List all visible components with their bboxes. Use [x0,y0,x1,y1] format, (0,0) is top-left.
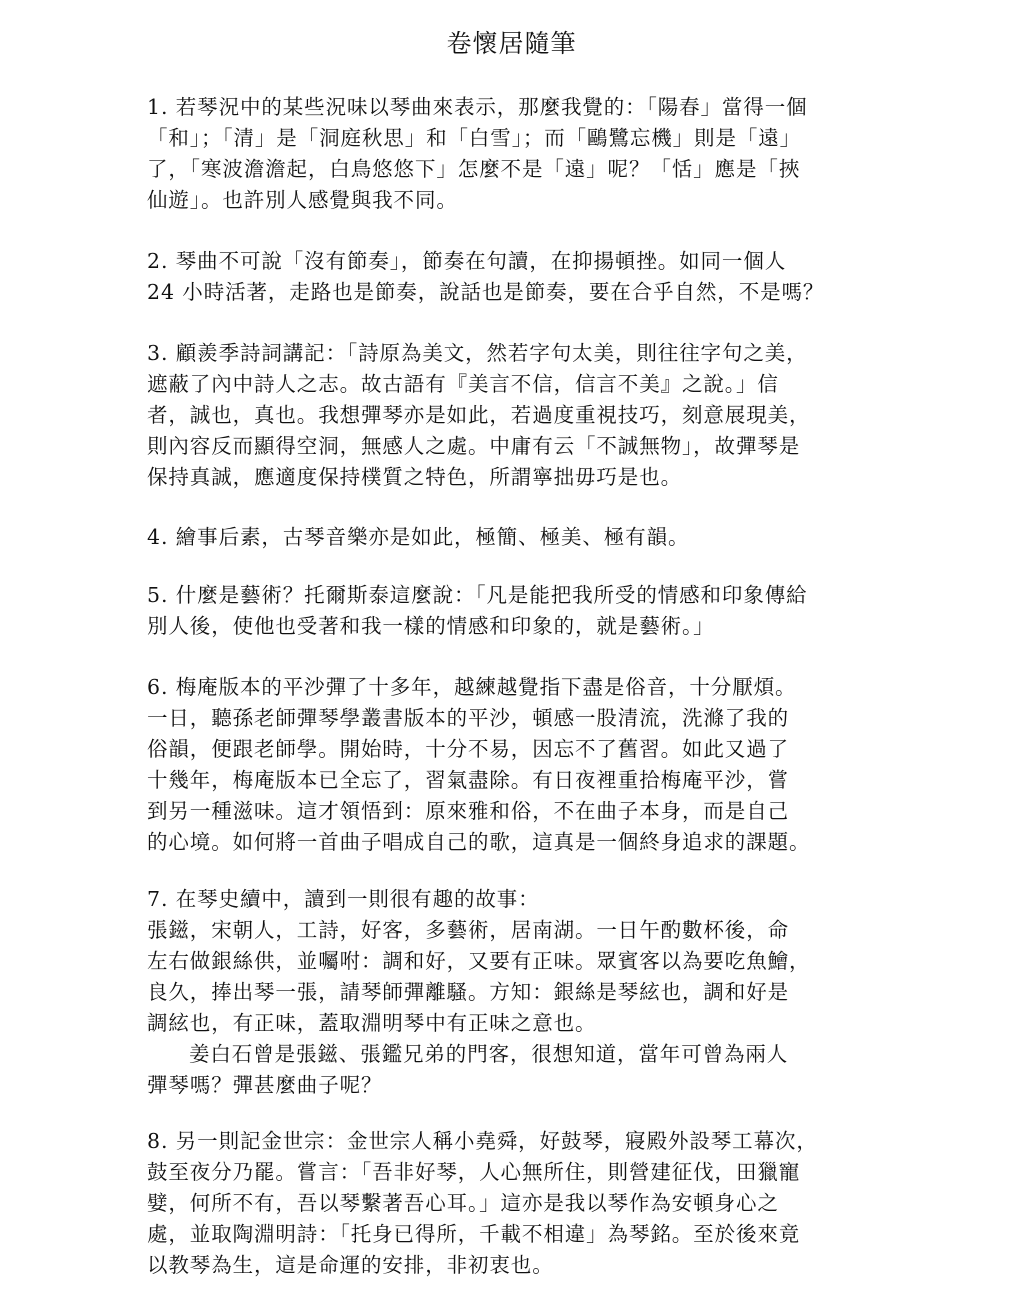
paragraph-1 [147,92,887,216]
text-line: 6. 梅庵版本的平沙彈了十多年，越練越覺指下盡是俗音，十分厭煩。 [147,675,797,699]
text-line: 5. 什麼是藝術？托爾斯泰這麼說：「凡是能把我所受的情感和印象傳給 [147,583,808,607]
paragraph-7 [147,884,887,1101]
text-line: 7. 在琴史續中，讀到一則很有趣的故事： [147,887,540,911]
document-title: 卷懷居隨筆 [446,29,577,58]
paragraph-3 [147,338,887,493]
paragraph-6 [147,672,887,858]
text-line: 十幾年，梅庵版本已全忘了，習氣盡除。有日夜裡重拾梅庵平沙，嘗 [147,768,789,792]
text-line: 3. 顧羨季詩詞講記：「詩原為美文，然若字句太美，則往往字句之美， [147,341,808,365]
text-line: 的心境。如何將一首曲子唱成自己的歌，這真是一個終身追求的課題。 [147,830,811,854]
text-line: 鼓至夜分乃罷。嘗言：「吾非好琴，人心無所住，則營建征伐，田獵寵 [147,1160,801,1184]
text-line: 者，誠也，真也。我想彈琴亦是如此，若過度重視技巧，刻意展現美， [147,403,811,427]
text-line: 彈琴嗎？彈甚麼曲子呢？ [147,1073,383,1097]
text-line: 張鎡，宋朝人，工詩，好客，多藝術，居南湖。一日午酌數杯後，命 [147,918,789,942]
text-line: 保持真誠，應適度保持樸質之特色，所謂寧拙毋巧是也。 [147,465,682,489]
paragraph-2 [147,246,887,308]
text-line: 則內容反而顯得空洞，無感人之處。中庸有云「不誠無物」，故彈琴是 [147,434,801,458]
text-line: 姜白石曾是張鎡、張鑑兄弟的門客，很想知道，當年可曾為兩人 [189,1042,789,1066]
text-line: 處，並取陶淵明詩：「托身已得所，千載不相違」為琴銘。至於後來竟 [147,1222,801,1246]
text-line: 左右做銀絲供，並囑咐：調和好，又要有正味。眾賓客以為要吃魚鱠， [147,949,811,973]
text-line: 「和」；「清」是「洞庭秋思」和「白雪」；而「鷗鷺忘機」則是「遠」 [147,126,802,150]
text-line: 8. 另一則記金世宗：金世宗人稱小堯舜，好鼓琴，寢殿外設琴工幕次， [147,1129,818,1153]
text-line: 24 小時活著，走路也是節奏，說話也是節奏，要在合乎自然，不是嗎？ [147,280,825,304]
text-line: 遮蔽了內中詩人之志。故古語有『美言不信，信言不美』之說。」信 [147,372,779,396]
text-line: 以教琴為生，這是命運的安排，非初衷也。 [147,1253,554,1277]
text-line: 嬖，何所不有，吾以琴繫著吾心耳。」這亦是我以琴作為安頓身心之 [147,1191,779,1215]
paragraph-5 [147,580,887,642]
text-line: 4. 繪事后素，古琴音樂亦是如此，極簡、極美、極有韻。 [147,525,690,549]
paragraph-4 [147,522,887,553]
text-line: 一日，聽孫老師彈琴學叢書版本的平沙，頓感一股清流，洗滌了我的 [147,706,789,730]
text-line: 仙遊」。也許別人感覺與我不同。 [147,188,458,212]
text-line: 2. 琴曲不可說「沒有節奏」，節奏在句讀，在抑揚頓挫。如同一個人 [147,249,787,273]
text-line: 到另一種滋味。這才領悟到：原來雅和俗，不在曲子本身，而是自己 [147,799,789,823]
paragraph-8 [147,1126,887,1281]
text-line: 別人後，使他也受著和我一樣的情感和印象的，就是藝術。」 [147,614,715,638]
text-line: 俗韻，便跟老師學。開始時，十分不易，因忘不了舊習。如此又過了 [147,737,789,761]
text-line: 1. 若琴況中的某些況味以琴曲來表示，那麼我覺的：「陽春」當得一個 [147,95,808,119]
text-line: 調絃也，有正味，蓋取淵明琴中有正味之意也。 [147,1011,597,1035]
text-line: 了，「寒波澹澹起，白鳥悠悠下」怎麼不是「遠」呢？「恬」應是「挾 [147,157,801,181]
text-line: 良久，捧出琴一張，請琴師彈離騷。方知：銀絲是琴絃也，調和好是 [147,980,789,1004]
